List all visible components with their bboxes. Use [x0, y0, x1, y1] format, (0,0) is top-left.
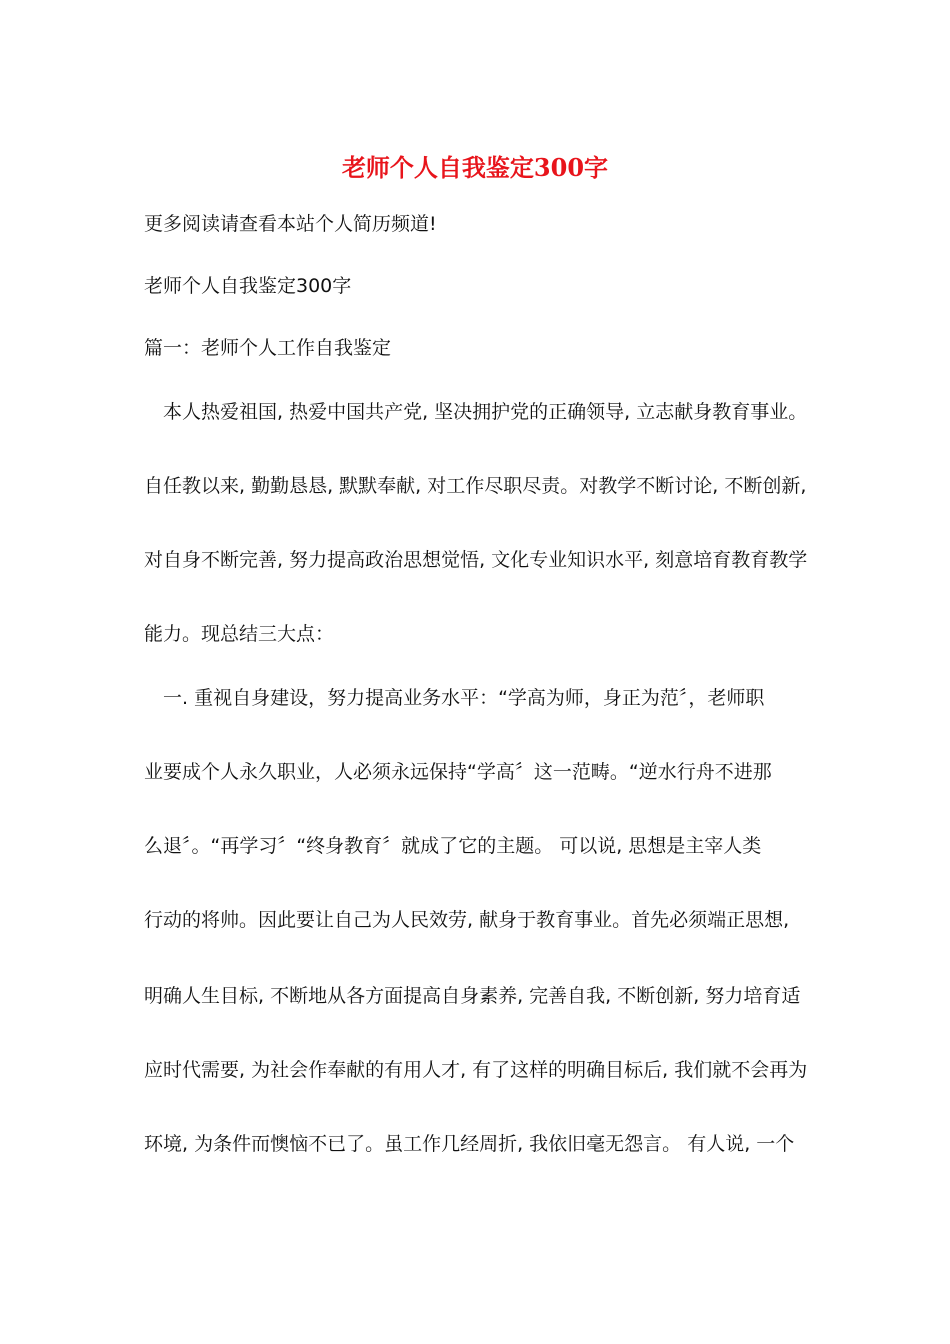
document-title: 老师个人自我鉴定300字: [341, 153, 609, 182]
subtitle-line: 老师个人自我鉴定300字: [144, 275, 352, 297]
paragraph-line: 行动的将帅。因此要让自己为人民效劳, 献身于教育事业。首先必须端正思想,: [144, 909, 790, 931]
paragraph-line: 自任教以来, 勤勤恳恳, 默默奉献, 对工作尽职尽责。对教学不断讨论, 不断创新,: [144, 475, 807, 497]
paragraph-line: 应时代需要, 为社会作奉献的有用人才, 有了这样的明确目标后, 我们就不会再为: [144, 1059, 808, 1081]
paragraph-line: 环境, 为条件而懊恼不已了。虽工作几经周折, 我依旧毫无怨言。 有人说, 一个: [144, 1133, 795, 1155]
section-heading: 篇一：老师个人工作自我鉴定: [144, 337, 392, 359]
paragraph-line: 一. 重视自身建设，努力提高业务水平：“学高为师，身正为范〞，老师职: [163, 687, 765, 709]
paragraph-line: 本人热爱祖国, 热爱中国共产党, 坚决拥护党的正确领导, 立志献身教育事业。: [163, 401, 808, 423]
paragraph-line: 对自身不断完善, 努力提高政治思想觉悟, 文化专业知识水平, 刻意培育教育教学: [144, 549, 808, 571]
paragraph-line: 明确人生目标, 不断地从各方面提高自身素养, 完善自我, 不断创新, 努力培育适: [144, 985, 801, 1007]
paragraph-line: 业要成个人永久职业，人必须永远保持“学高〞这一范畴。“逆水行舟不进那: [144, 761, 772, 783]
paragraph-line: 么退〞。“再学习〞“终身教育〞就成了它的主题。 可以说, 思想是主宰人类: [144, 835, 762, 857]
intro-line: 更多阅读请查看本站个人简历频道!: [144, 213, 437, 235]
paragraph-line: 能力。现总结三大点：: [144, 623, 335, 645]
